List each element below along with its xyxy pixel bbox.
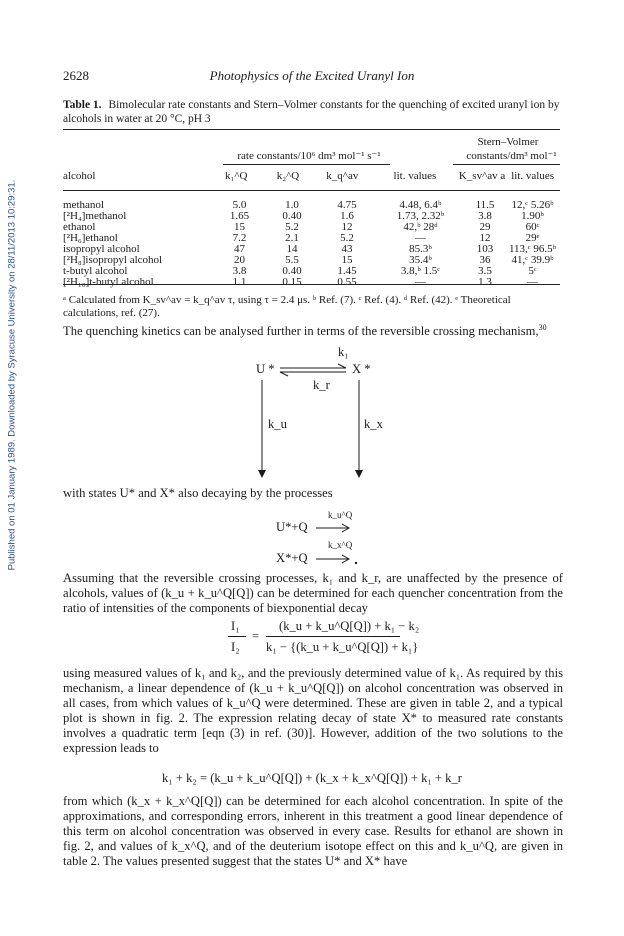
value-cell: 85.3ᵇ — [409, 243, 432, 255]
value-cell: 7.2 — [232, 232, 247, 244]
alcohol-name-cell: [²H₈]isopropyl alcohol — [63, 254, 163, 266]
value-cell: 29 — [479, 221, 491, 233]
value-cell: 1.65 — [229, 210, 250, 222]
value-cell: 5.0 — [232, 199, 247, 211]
value-cell: 0.15 — [282, 276, 302, 288]
eq1-lhs-bar — [228, 636, 246, 637]
value-cell: 1.1 — [232, 276, 247, 288]
paragraph-4 — [63, 666, 563, 756]
eq1-lhs-den: I₂ — [231, 640, 240, 654]
download-watermark-text: Published on 01 January 1989. Downloaded by Syracuse University on 28/11/2013 10:29:31. — [6, 179, 18, 571]
download-watermark — [6, 140, 18, 610]
value-cell: — — [527, 276, 538, 288]
col-header-k2q: k₂^Q — [276, 170, 300, 182]
value-cell: 3.5 — [478, 265, 492, 277]
alcohol-name-cell: [²H₄]methanol — [63, 210, 127, 222]
value-cell: 0.55 — [337, 276, 357, 288]
value-cell: 1.3 — [478, 276, 492, 288]
table-column-headers — [63, 171, 560, 182]
value-cell: 3.8,ᵇ 1.5ᶜ — [400, 265, 441, 277]
value-cell: 0.40 — [282, 265, 302, 277]
eq1-denominator: k₁ − {(k_u + k_u^Q[Q]) + k₁} — [266, 640, 419, 654]
scheme-k-u: k_u — [268, 417, 287, 431]
value-cell: 4.75 — [337, 199, 357, 211]
running-title: Photophysics of the Excited Uranyl Ion — [209, 68, 415, 83]
value-cell: 1.45 — [337, 265, 357, 277]
col-header-kqav: k_q^av — [326, 170, 359, 182]
rate-group-header: rate constants/10⁶ dm³ mol⁻¹ s⁻¹ — [237, 150, 381, 162]
table-body — [63, 200, 560, 288]
value-cell: — — [415, 232, 426, 244]
page-number: 2628 — [63, 68, 89, 83]
eq1-numerator: (k_u + k_u^Q[Q]) + k₁ − k₂ — [279, 619, 420, 633]
paragraph-2: with states U* and X* also decaying by the processes — [63, 486, 333, 500]
value-cell: 2.1 — [285, 232, 299, 244]
alcohol-name-cell: [²H₁₀]t-butyl alcohol — [63, 276, 154, 288]
eq1-equals: = — [252, 629, 260, 643]
value-cell: 14 — [286, 243, 298, 255]
value-cell: 0.40 — [282, 210, 302, 222]
value-cell: 15 — [234, 221, 245, 233]
col-header-alcohol: alcohol — [63, 170, 96, 182]
scheme-k-forward: k₁ — [338, 345, 349, 359]
table-bottom-rule — [63, 284, 560, 285]
value-cell: 12 — [341, 221, 353, 233]
value-cell: 3.8 — [232, 265, 247, 277]
col-header-ksv: K_sv^av a — [458, 170, 506, 182]
table-caption-text: Bimolecular rate constants and Stern–Volmer constants for the quenching of excited uranyl ion by alcohols in water at 20 °C, pH 3 — [63, 99, 560, 125]
paragraph-1-text: The quenching kinetics can be analysed further in terms of the reversible crossing mechanism, — [63, 324, 539, 338]
value-cell: 15 — [341, 254, 353, 266]
value-cell: 113,ᶜ 96.5ᵇ — [508, 243, 557, 255]
paragraph-4-text: using measured values of k₁ and k₂, and the previously determined value of k₁. As required by this mechanism, a linear dependence of (k_u + k_u^Q[Q]) on alcohol concentration was observed in all cases, from which values of k_u^Q were determined. These are given in table 2, and a typical plot is shown in fig. 2. The expression relating decay of state X* to measured rate constants involves a quadratic term [eqn (3) in ref. (30)]. However, addition of the two solutions to the expression leads to — [63, 666, 563, 755]
value-cell: 43 — [341, 243, 353, 255]
process-2-arrow — [314, 552, 360, 566]
value-cell: 1.73, 2.32ᵇ — [396, 210, 445, 222]
col-header-k1q: k₁^Q — [225, 170, 248, 182]
alcohol-name-cell: methanol — [63, 199, 104, 211]
sv-header-line2: constants/dm³ mol⁻¹ — [466, 150, 557, 162]
value-cell: 29ᵉ — [525, 232, 540, 244]
process-2: X*+Q — [276, 551, 308, 565]
table-top-rule — [63, 129, 560, 130]
value-cell: 1.0 — [285, 199, 299, 211]
value-cell: 5ᶜ — [528, 265, 537, 277]
col-header-lit-values: lit. values — [393, 170, 437, 182]
alcohol-name-cell: [²H₆]ethanol — [63, 232, 118, 244]
value-cell: 1.90ᵇ — [521, 210, 544, 222]
sv-header-line1: Stern–Volmer — [477, 136, 539, 148]
rate-group-rule — [223, 164, 390, 165]
value-cell: — — [415, 276, 426, 288]
value-cell: 12 — [479, 232, 491, 244]
value-cell: 103 — [476, 243, 494, 255]
alcohol-name-cell: isopropyl alcohol — [63, 243, 140, 255]
table-footnote: ᵃ Calculated from K_sv^av = k_q^av τ, using τ = 2.4 μs. ᵇ Ref. (7). ᶜ Ref. (4). ᵈ Ref. (42). ᵉ Theoretical calculations, ref. (27). — [63, 294, 511, 319]
table-row — [63, 277, 560, 288]
scheme-k-x: k_x — [364, 417, 383, 431]
value-cell: 41,ᶜ 39.9ᵇ — [511, 254, 554, 266]
process-1-arrow — [314, 521, 352, 535]
scheme-k-reverse: k_r — [313, 378, 330, 392]
table-label: Table 1. — [63, 99, 102, 111]
col-header-sv-lit-values: lit. values — [511, 170, 555, 182]
eq1-lhs-num: I₁ — [231, 619, 240, 633]
scheme-state-u: U * — [256, 362, 275, 376]
scheme-state-x: X * — [352, 362, 371, 376]
alcohol-name-cell: ethanol — [63, 221, 96, 233]
value-cell: 42,ᵇ 28ᵈ — [403, 221, 438, 233]
value-cell: 36 — [479, 254, 491, 266]
value-cell: 11.5 — [475, 199, 495, 211]
paragraph-5: from which (k_x + k_x^Q[Q]) can be determined for each alcohol concentration. In spite of the approximations, and corresponding errors, inherent in this treatment a good linear dependence of this term on alcohol concentration was observed in every case. Results for ethanol are shown in fig. 2, and values of k_x^Q, and of the deuterium isotope effect on this and k_u^Q, are given in table 2. The values presented suggest that the states U* and X* have — [63, 794, 563, 868]
eq1-bar — [266, 636, 400, 637]
value-cell: 5.2 — [340, 232, 354, 244]
paragraph-3: Assuming that the reversible crossing processes, k₁ and k_r, are unaffected by the presence of alcohols, values of (k_u + k_u^Q[Q]) can be determined for each quencher concentration from the ratio of intensities of the components of biexponential decay — [63, 571, 563, 615]
paragraph-1 — [63, 324, 563, 339]
value-cell: 1.6 — [340, 210, 354, 222]
paragraph-1-ref: 30 — [538, 322, 547, 332]
table-caption — [63, 98, 563, 126]
equation-2: k₁ + k₂ = (k_u + k_u^Q[Q]) + (k_x + k_x^Q[Q]) + k₁ + k_r — [162, 771, 462, 785]
value-cell: 35.4ᵇ — [409, 254, 432, 266]
value-cell: 5.5 — [285, 254, 299, 266]
value-cell: 12,ᶜ 5.26ᵇ — [511, 199, 554, 211]
process-1-k: k_u^Q — [328, 510, 353, 520]
sv-group-rule — [453, 164, 560, 165]
process-1: U*+Q — [276, 520, 308, 534]
value-cell: 3.8 — [478, 210, 492, 222]
table-header-rule — [63, 190, 560, 191]
value-cell: 4.48, 6.4ᵇ — [399, 199, 442, 211]
process-2-k: k_x^Q — [328, 540, 353, 550]
alcohol-name-cell: t-butyl alcohol — [63, 265, 128, 277]
value-cell: 60ᶜ — [525, 221, 540, 233]
value-cell: 5.2 — [285, 221, 299, 233]
value-cell: 20 — [234, 254, 245, 266]
value-cell: 47 — [234, 243, 245, 255]
